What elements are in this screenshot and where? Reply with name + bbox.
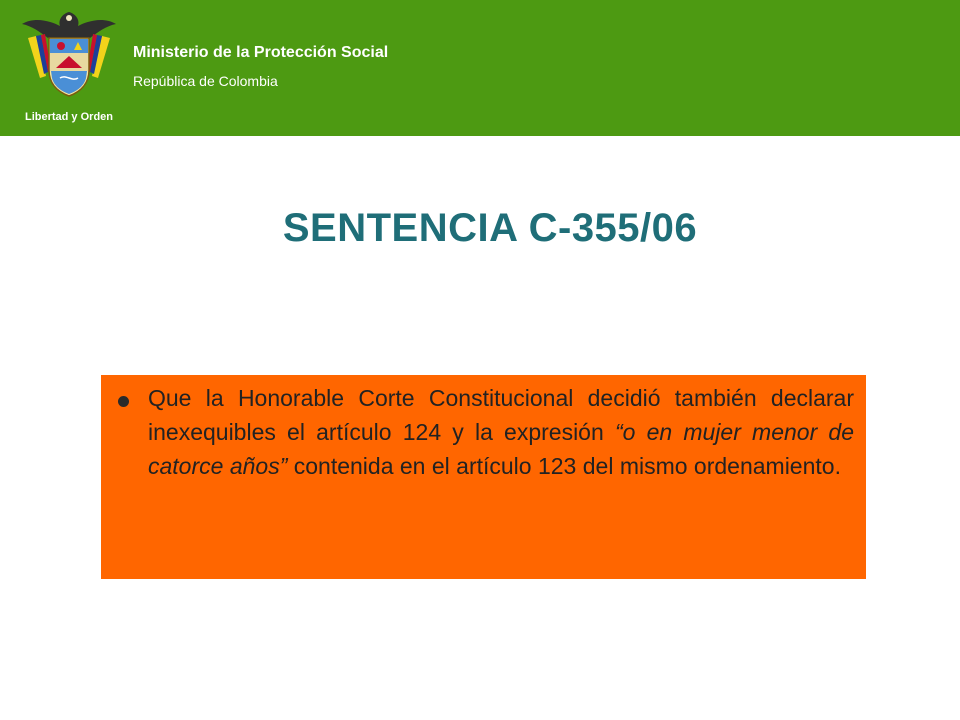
- svg-text:Libertad y Orden: Libertad y Orden: [24, 111, 114, 123]
- bullet-text-start: Que la Honorable Corte Constitucional decidió también declarar inexequibles el artículo 124 y la expresión: [148, 385, 854, 445]
- header-banner: [0, 0, 960, 136]
- bullet-quote: “o en mujer menor de catorce años”: [148, 419, 854, 479]
- country-name: República de Colombia: [133, 73, 278, 89]
- coat-of-arms-logo: [14, 8, 124, 130]
- slide-title: SENTENCIA C-355/06: [282, 206, 698, 250]
- ministry-name: Ministerio de la Protección Social: [133, 44, 389, 61]
- bullet-icon: [118, 396, 129, 407]
- bullet-text-end: contenida en el artículo 123 del mismo ordenamiento.: [287, 453, 841, 479]
- bullet-text: [148, 381, 854, 483]
- content-box: [101, 375, 866, 579]
